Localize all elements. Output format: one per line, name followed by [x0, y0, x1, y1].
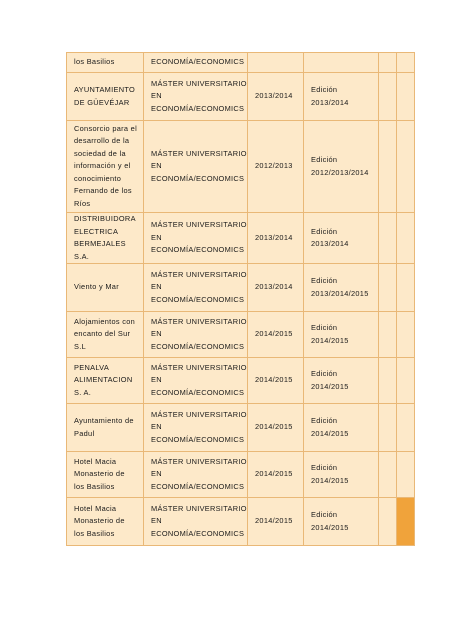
year-cell: 2013/2014 — [248, 213, 304, 264]
company-cell — [67, 404, 144, 452]
program-cell-line: ECONOMÍA/ECONOMICS — [151, 528, 245, 538]
empty-cell — [379, 121, 397, 213]
program-cell-line: EN — [151, 232, 162, 242]
program-cell — [144, 213, 248, 264]
edition-cell-line: Edición — [311, 226, 338, 236]
company-cell-line: DISTRIBUIDORA — [74, 214, 136, 223]
program-cell — [144, 53, 248, 73]
company-cell-line: Ayuntamiento de — [74, 416, 134, 425]
program-cell-line: MÁSTER UNIVERSITARIO — [151, 220, 247, 230]
company-cell-line: S. A. — [74, 387, 92, 397]
table-row — [67, 404, 415, 452]
year-cell: 2012/2013 — [248, 121, 304, 213]
company-cell-line: Ríos — [74, 198, 91, 208]
empty-cell — [397, 358, 415, 404]
edition-cell — [304, 121, 379, 213]
company-cell-line: BERMEJALES S.A. — [74, 239, 126, 261]
table-row — [67, 452, 415, 498]
company-cell-line: sociedad de la — [74, 148, 126, 158]
edition-cell — [304, 53, 379, 73]
empty-cell — [397, 121, 415, 213]
program-cell-line: EN — [151, 282, 162, 292]
year-cell: 2014/2015 — [248, 358, 304, 404]
program-cell-line: ECONOMÍA/ECONOMICS — [151, 434, 245, 444]
edition-cell — [304, 498, 379, 546]
program-cell — [144, 452, 248, 498]
program-cell — [144, 121, 248, 213]
highlighted-cell — [397, 498, 415, 546]
table-row — [67, 312, 415, 358]
program-cell-line: MÁSTER UNIVERSITARIO — [151, 148, 247, 158]
empty-cell — [379, 53, 397, 73]
empty-cell — [379, 498, 397, 546]
program-cell-line: MÁSTER UNIVERSITARIO — [151, 78, 247, 88]
empty-cell — [397, 73, 415, 121]
year-cell: 2014/2015 — [248, 498, 304, 546]
program-cell-line: ECONOMÍA/ECONOMICS — [151, 57, 245, 67]
program-cell-line: MÁSTER UNIVERSITARIO — [151, 503, 247, 513]
edition-cell-line: Edición — [311, 463, 338, 472]
edition-cell-line: 2014/2015 — [311, 428, 349, 438]
edition-cell-line: 2014/2015 — [311, 522, 349, 532]
company-cell-line: Viento y Mar — [74, 282, 119, 292]
company-cell — [67, 213, 144, 264]
program-cell-line: ECONOMÍA/ECONOMICS — [151, 294, 245, 304]
company-table — [66, 52, 415, 546]
year-cell: 2014/2015 — [248, 312, 304, 358]
empty-cell — [397, 404, 415, 452]
empty-cell — [397, 53, 415, 73]
program-cell-line: ECONOMÍA/ECONOMICS — [151, 173, 245, 183]
edition-cell-line: 2014/2015 — [311, 475, 349, 485]
year-cell: 2014/2015 — [248, 452, 304, 498]
program-cell — [144, 498, 248, 546]
program-cell-line: MÁSTER UNIVERSITARIO — [151, 316, 247, 326]
edition-cell-line: Edición — [311, 323, 338, 332]
edition-cell-line: 2013/2014/2015 — [311, 288, 369, 298]
company-cell-line: Monasterio de — [74, 516, 125, 526]
program-cell — [144, 312, 248, 358]
program-cell-line: ECONOMÍA/ECONOMICS — [151, 481, 245, 491]
company-cell — [67, 264, 144, 312]
edition-cell-line: 2013/2014 — [311, 97, 349, 107]
program-cell-line: MÁSTER UNIVERSITARIO — [151, 269, 247, 279]
edition-cell — [304, 264, 379, 312]
table-row — [67, 53, 415, 73]
program-cell-line: EN — [151, 91, 162, 101]
empty-cell — [379, 213, 397, 264]
edition-cell-line: Edición — [311, 510, 338, 519]
table-row — [67, 264, 415, 312]
company-cell-line: encanto del Sur — [74, 329, 131, 339]
year-cell: 2014/2015 — [248, 404, 304, 452]
edition-cell — [304, 312, 379, 358]
empty-cell — [379, 452, 397, 498]
edition-cell-line: Edición — [311, 416, 338, 425]
edition-cell-line: 2013/2014 — [311, 239, 349, 248]
company-cell — [67, 73, 144, 121]
company-cell-line: Fernando de los — [74, 186, 132, 196]
company-cell-line: Monasterio de — [74, 469, 125, 479]
program-cell-line: MÁSTER UNIVERSITARIO — [151, 409, 247, 419]
company-cell-line: los Basilios — [74, 481, 115, 491]
table-body — [67, 53, 415, 546]
table-row — [67, 213, 415, 264]
company-cell — [67, 312, 144, 358]
company-cell — [67, 498, 144, 546]
year-cell — [248, 53, 304, 73]
program-cell-line: EN — [151, 375, 162, 385]
edition-cell-line: 2014/2015 — [311, 381, 349, 391]
company-cell — [67, 358, 144, 404]
edition-cell-line: 2012/2013/2014 — [311, 167, 369, 177]
edition-cell-line: 2014/2015 — [311, 335, 349, 345]
program-cell-line: EN — [151, 469, 162, 479]
company-cell-line: desarrollo de la — [74, 136, 130, 146]
program-cell-line: MÁSTER UNIVERSITARIO — [151, 456, 247, 466]
company-cell-line: Alojamientos con — [74, 316, 136, 326]
edition-cell — [304, 213, 379, 264]
table-row — [67, 73, 415, 121]
company-cell — [67, 53, 144, 73]
empty-cell — [379, 312, 397, 358]
program-cell-line: ECONOMÍA/ECONOMICS — [151, 387, 245, 397]
table-row — [67, 358, 415, 404]
company-cell-line: AYUNTAMIENTO — [74, 85, 136, 94]
year-cell: 2013/2014 — [248, 73, 304, 121]
company-cell-line: Padul — [74, 428, 95, 438]
program-cell-line: ECONOMÍA/ECONOMICS — [151, 103, 245, 113]
program-cell-line: EN — [151, 329, 162, 339]
empty-cell — [379, 264, 397, 312]
table-row — [67, 121, 415, 213]
empty-cell — [379, 404, 397, 452]
company-cell — [67, 452, 144, 498]
program-cell-line: MÁSTER UNIVERSITARIO — [151, 362, 247, 372]
edition-cell — [304, 452, 379, 498]
company-cell-line: conocimiento — [74, 173, 122, 183]
program-cell-line: EN — [151, 422, 162, 432]
program-cell — [144, 264, 248, 312]
edition-cell — [304, 73, 379, 121]
program-cell-line: EN — [151, 516, 162, 526]
table-row — [67, 498, 415, 546]
empty-cell — [379, 73, 397, 121]
edition-cell-line: Edición — [311, 155, 338, 164]
company-cell-line: DE GÜEVÉJAR — [74, 97, 130, 107]
company-cell-line: PENALVA — [74, 362, 110, 372]
program-cell-line: EN — [151, 161, 162, 171]
program-cell — [144, 404, 248, 452]
edition-cell — [304, 358, 379, 404]
company-cell-line: S.L — [74, 341, 86, 351]
program-cell-line: ECONOMÍA/ECONOMICS — [151, 341, 245, 351]
company-cell-line: los Basilios — [74, 528, 115, 538]
empty-cell — [379, 358, 397, 404]
edition-cell — [304, 404, 379, 452]
company-cell-line: información y el — [74, 161, 131, 171]
company-cell-line: Hotel Macia — [74, 503, 117, 513]
empty-cell — [397, 213, 415, 264]
program-cell-line: ECONOMÍA/ECONOMICS — [151, 245, 245, 255]
year-cell: 2013/2014 — [248, 264, 304, 312]
company-cell-line: Consorcio para el — [74, 123, 138, 133]
company-cell-line: ELECTRICA — [74, 226, 119, 236]
empty-cell — [397, 264, 415, 312]
edition-cell-line: Edición — [311, 369, 338, 378]
company-cell — [67, 121, 144, 213]
empty-cell — [397, 312, 415, 358]
program-cell — [144, 73, 248, 121]
empty-cell — [397, 452, 415, 498]
edition-cell-line: Edición — [311, 276, 338, 285]
program-cell — [144, 358, 248, 404]
company-cell-line: Hotel Macia — [74, 456, 117, 466]
company-cell-line: ALIMENTACION — [74, 375, 133, 385]
edition-cell-line: Edición — [311, 85, 338, 94]
company-cell-line: los Basilios — [74, 57, 115, 67]
